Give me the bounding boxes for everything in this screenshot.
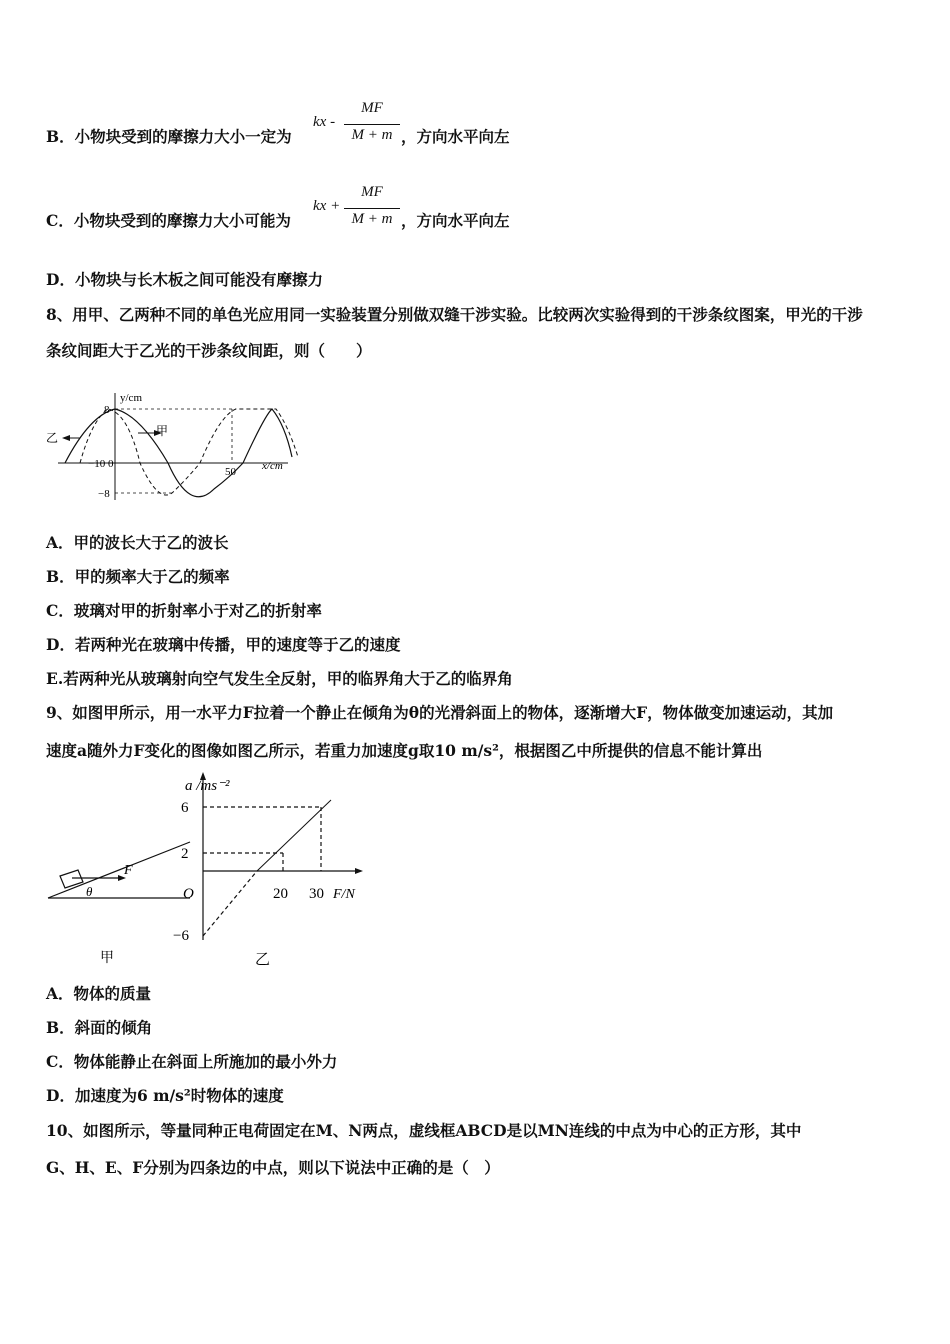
q7-option-d: D．小物块与长木板之间可能没有摩擦力 [46,270,323,289]
a-tick-neg6: −6 [173,928,189,944]
q8-option-c: C．玻璃对甲的折射率小于对乙的折射率 [46,601,322,620]
graph-dashed-extension [203,871,257,936]
fraction-numerator: MF [361,184,383,200]
x-tick-50: 50 [225,466,236,478]
fraction-denominator: M + m [351,127,393,143]
wave-yi [80,409,298,495]
f-axis-label: F/N [333,887,355,902]
q7-option-b-suffix: ，方向水平向左 [401,127,510,146]
q10-stem-line-1: 10、如图所示，等量同种正电荷固定在M、N两点，虚线框ABCD是以MN连线的中点为中心的正方形，其中 [46,1121,802,1140]
q8-option-d: D．若两种光在玻璃中传播，甲的速度等于乙的速度 [46,635,401,654]
q7-option-c-expr-lead: kx + [313,198,341,214]
angle-label: θ [86,884,93,899]
q9-option-a: A．物体的质量 [46,984,152,1003]
q7-option-b-prefix: B．小物块受到的摩擦力大小一定为 [46,127,292,146]
q9-stem-line-1: 9、如图甲所示，用一水平力F拉着一个静止在倾角为θ的光滑斜面上的物体，逐渐增大F，物体做变加速运动，其加 [46,703,834,722]
fraction-denominator: M + m [351,211,393,227]
fraction-bar [344,124,400,125]
f-axis-arrow-icon [355,868,363,874]
q7-option-b-expr-lead: kx - [313,114,336,130]
q9-option-c: C．物体能静止在斜面上所施加的最小外力 [46,1052,338,1071]
label-yi: 乙 [46,431,59,445]
x-tick-neg: −10 [88,458,106,470]
y-axis-label: y/cm [120,392,142,404]
x-axis-label: x/cm [262,460,283,472]
q7-option-c-suffix: ，方向水平向左 [401,211,510,230]
a-tick-6: 6 [181,800,189,816]
q10-stem-line-2: G、H、E、F分别为四条边的中点，则以下说法中正确的是（ ） [46,1158,500,1177]
q8-stem-line-1: 8、用甲、乙两种不同的单色光应用同一实验装置分别做双缝干涉实验。比较两次实验得到的干涉条纹图案，甲光的干涉 [46,305,863,324]
y-tick-neg: −8 [98,488,110,500]
q9-af-graph [165,770,375,970]
y-tick-pos: 8 [104,404,110,416]
arrow-yi-icon [62,435,70,441]
q8-option-e: E.若两种光从玻璃射向空气发生全反射，甲的临界角大于乙的临界角 [46,669,513,688]
origin-label: O [183,886,194,902]
wave-jia [65,409,292,497]
f-tick-30: 30 [309,886,324,902]
a-axis-label: a /ms⁻² [185,778,230,794]
q9-stem-line-2: 速度a随外力F变化的图像如图乙所示，若重力加速度g取10 m/s²，根据图乙中所提供的信息不能计算出 [46,741,763,760]
q7-option-c-fraction [344,184,400,234]
x-tick-zero: 0 [108,458,114,470]
label-jia: 甲 [156,424,169,438]
q7-option-b-fraction [344,100,400,150]
figure-jia-caption: 甲 [100,951,114,966]
fraction-bar [344,208,400,209]
a-tick-2: 2 [181,846,189,862]
q8-option-a: A．甲的波长大于乙的波长 [46,533,229,552]
f-tick-20: 20 [273,886,288,902]
q9-option-d: D．加速度为6 m/s²时物体的速度 [46,1086,284,1105]
q7-option-c-prefix: C．小物块受到的摩擦力大小可能为 [46,211,291,230]
q9-option-b: B．斜面的倾角 [46,1018,153,1037]
fraction-numerator: MF [361,100,383,116]
graph-solid-line [257,800,331,871]
figure-yi-caption: 乙 [255,952,271,968]
q8-stem-line-2: 条纹间距大于乙光的干涉条纹间距，则（ ） [46,341,372,360]
q8-wave-figure [40,385,300,505]
q8-option-b: B．甲的频率大于乙的频率 [46,567,230,586]
force-label: F [124,863,133,878]
